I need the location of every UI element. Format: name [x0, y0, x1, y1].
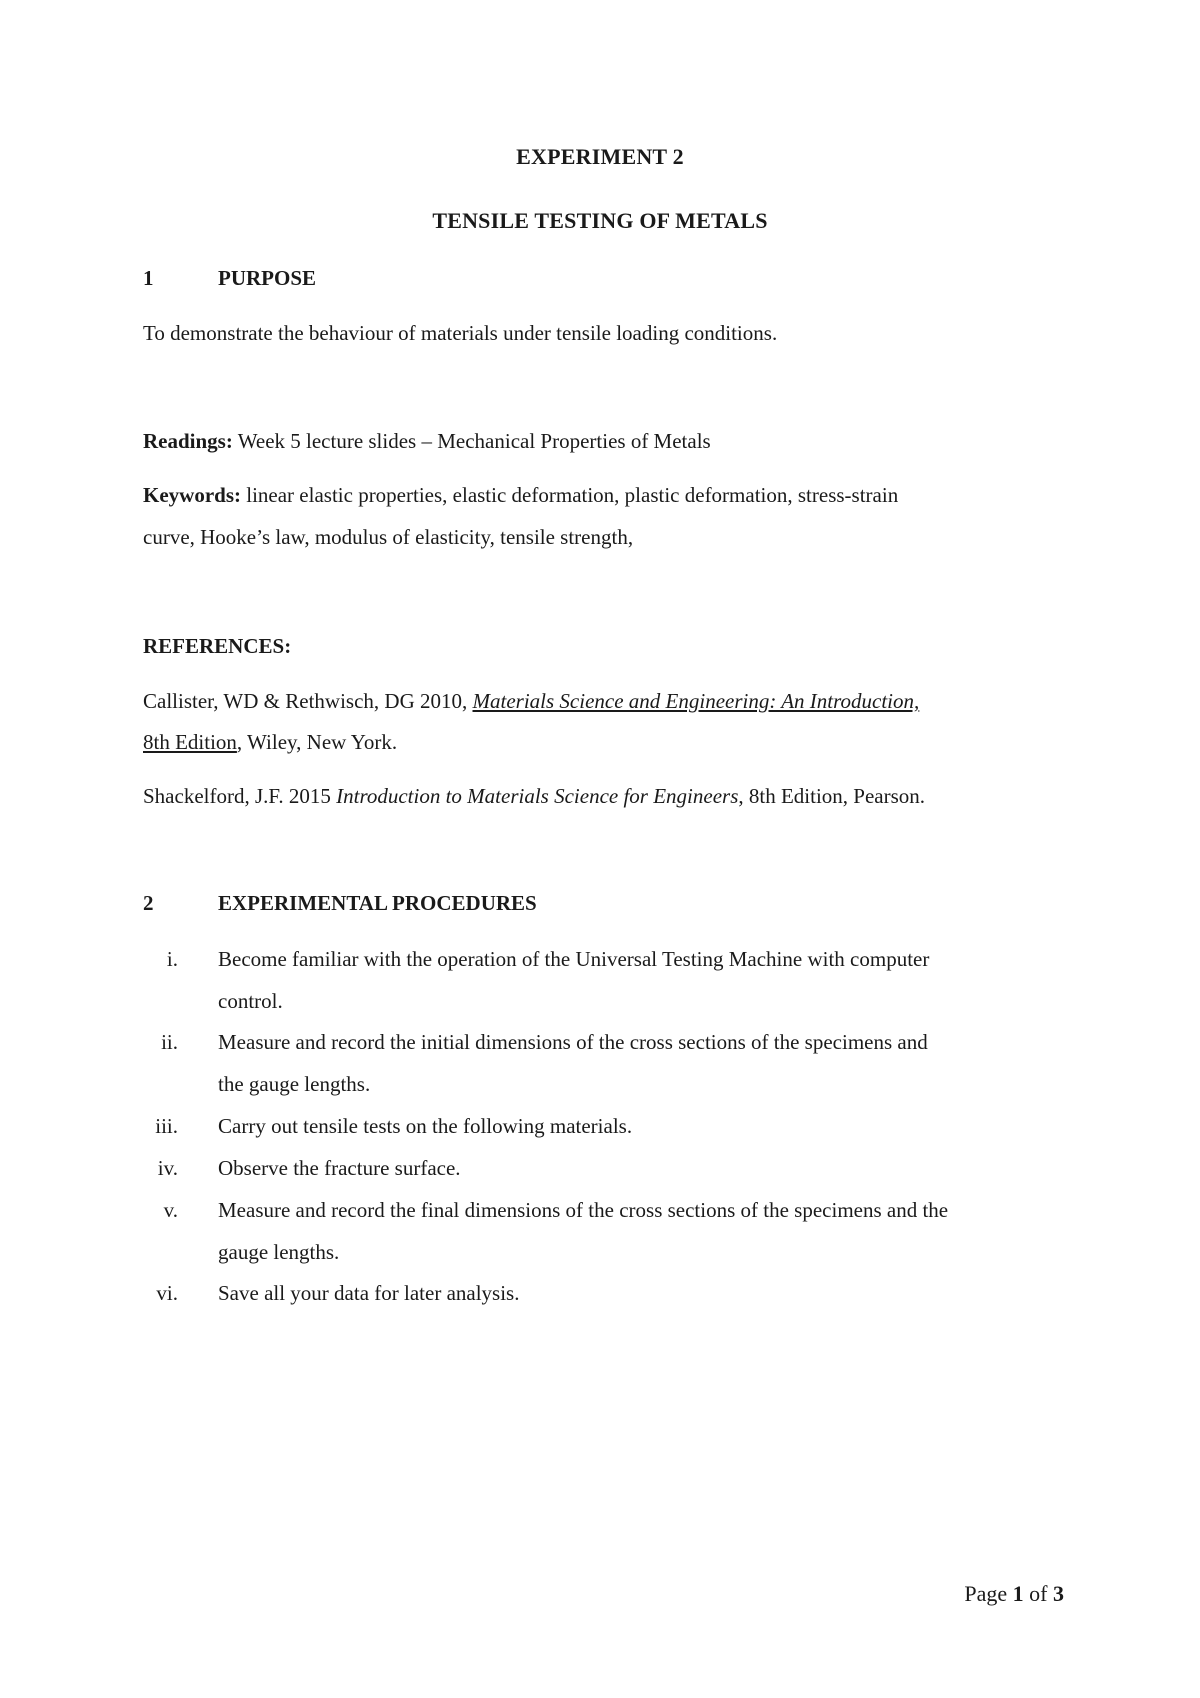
of-word: of — [1023, 1581, 1053, 1606]
section-1-number: 1 — [143, 266, 154, 290]
procedure-item-text-cont: the gauge lengths. — [218, 1072, 371, 1096]
page-number-footer — [964, 1580, 1064, 1609]
page-word: Page — [964, 1581, 1013, 1606]
section-2-heading: EXPERIMENTAL PROCEDURES — [218, 891, 537, 915]
current-page: 1 — [1012, 1581, 1024, 1606]
reference-2-publisher: , 8th Edition, Pearson. — [738, 784, 926, 808]
procedure-item-text: Measure and record the initial dimensions of the cross sections of the specimens and — [218, 1030, 928, 1054]
procedure-numeral: iv. — [157, 1156, 178, 1180]
procedure-item-text-cont: gauge lengths. — [218, 1240, 340, 1264]
reference-2 — [143, 783, 925, 810]
procedure-item-text: Save all your data for later analysis. — [218, 1281, 520, 1305]
section-2-number: 2 — [143, 891, 154, 915]
purpose-text: To demonstrate the behaviour of materials under tensile loading conditions. — [143, 321, 778, 345]
reference-1-edition: 8th Edition — [143, 730, 237, 754]
readings-line — [143, 428, 711, 455]
readings-label: Readings: — [143, 429, 233, 453]
procedure-item-text-cont: control. — [218, 989, 283, 1013]
reference-1-authors: Callister, WD & Rethwisch, DG 2010, — [143, 689, 473, 713]
procedure-numeral: v. — [163, 1198, 178, 1222]
reference-1-publisher: , Wiley, New York. — [236, 730, 398, 754]
reference-1-line-1 — [143, 688, 919, 715]
page-subtitle: TENSILE TESTING OF METALS — [432, 208, 768, 233]
keywords-line-1 — [143, 482, 898, 509]
readings-text: Week 5 lecture slides – Mechanical Properties of Metals — [237, 429, 711, 453]
reference-2-authors: Shackelford, J.F. 2015 — [143, 784, 337, 808]
procedure-item-text: Become familiar with the operation of the Universal Testing Machine with computer — [218, 947, 930, 971]
reference-2-title: Introduction to Materials Science for Engineers — [336, 784, 739, 808]
section-1-heading: PURPOSE — [218, 266, 317, 290]
keywords-line-2: curve, Hooke’s law, modulus of elasticity, tensile strength, — [143, 525, 634, 549]
procedure-numeral: iii. — [155, 1114, 178, 1138]
page-title: EXPERIMENT 2 — [516, 144, 684, 169]
total-pages: 3 — [1053, 1581, 1064, 1606]
procedure-item-text: Carry out tensile tests on the following materials. — [218, 1114, 633, 1138]
procedure-numeral: i. — [166, 947, 178, 971]
procedure-item-text: Measure and record the final dimensions of the cross sections of the specimens and the — [218, 1198, 949, 1222]
references-heading: REFERENCES: — [143, 634, 292, 658]
procedure-numeral: vi. — [156, 1281, 178, 1305]
reference-1-line-2 — [143, 729, 397, 756]
keywords-text-1: linear elastic properties, elastic deformation, plastic deformation, stress-strain — [246, 483, 899, 507]
procedure-item-text: Observe the fracture surface. — [218, 1156, 461, 1180]
reference-1-title: Materials Science and Engineering: An Introduction, — [472, 689, 920, 713]
procedure-numeral: ii. — [161, 1030, 178, 1054]
keywords-label: Keywords: — [143, 483, 241, 507]
